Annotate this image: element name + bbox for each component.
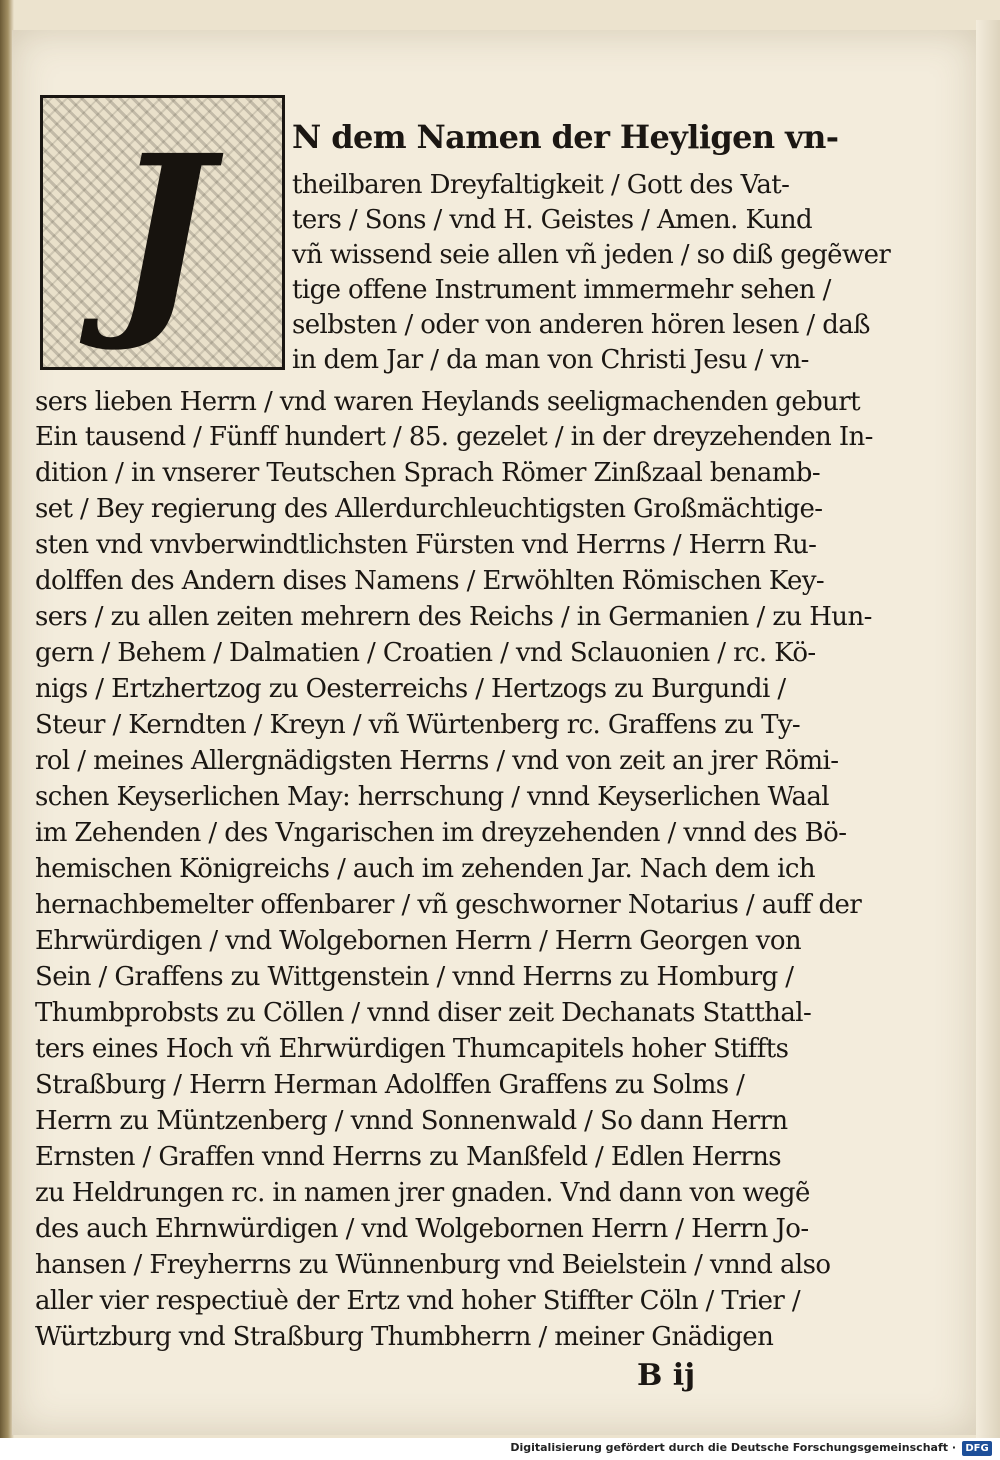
text-line: ters / Sons / vnd H. Geistes / Amen. Kund (292, 205, 813, 235)
text-line: sers / zu allen zeiten mehrern des Reichs / in Germanien / zu Hun- (35, 602, 872, 632)
text-line: Ehrwürdigen / vnd Wolgebornen Herrn / Herrn Georgen von (35, 926, 802, 956)
text-line: Thumbprobsts zu Cöllen / vnnd diser zeit Dechanats Statthal- (35, 998, 812, 1028)
text-line: sers lieben Herrn / vnd waren Heylands seeligmachenden geburt (35, 387, 860, 417)
text-line: hansen / Freyherrns zu Wünnenburg vnd Beielstein / vnnd also (35, 1250, 831, 1280)
text-line: tige offene Instrument immermehr sehen / (292, 275, 831, 305)
text-line: hemischen Königreichs / auch im zehenden Jar. Nach dem ich (35, 854, 815, 884)
text-line: N dem Namen der Heyligen vn- (292, 118, 839, 156)
text-line: nigs / Ertzhertzog zu Oesterreichs / Hertzogs zu Burgundi / (35, 674, 786, 704)
text-line: hernachbemelter offenbarer / vñ geschworner Notarius / auff der (35, 890, 862, 920)
text-line: Sein / Graffens zu Wittgenstein / vnnd Herrns zu Homburg / (35, 962, 794, 992)
text-line: set / Bey regierung des Allerdurchleuchtigsten Großmächtige- (35, 494, 823, 524)
text-line: Steur / Kerndten / Kreyn / vñ Würtenberg rc. Graffens zu Ty- (35, 710, 801, 740)
dfg-logo: DFG (962, 1441, 992, 1456)
decorated-initial (40, 95, 285, 370)
initial-letter: J (112, 108, 213, 356)
text-line: im Zehenden / des Vngarischen im dreyzehenden / vnnd des Bö- (35, 818, 847, 848)
text-line: Herrn zu Müntzenberg / vnnd Sonnenwald / So dann Herrn (35, 1106, 788, 1136)
text-line: Ein tausend / Fünff hundert / 85. gezelet / in der dreyzehenden In- (35, 422, 873, 452)
text-line: des auch Ehrnwürdigen / vnd Wolgebornen Herrn / Herrn Jo- (35, 1214, 809, 1244)
text-line: aller vier respectiuè der Ertz vnd hoher Stiffter Cöln / Trier / (35, 1286, 801, 1316)
text-line: Ernsten / Graffen vnnd Herrns zu Manßfeld / Edlen Herrns (35, 1142, 782, 1172)
text-line: dolffen des Andern dises Namens / Erwöhlten Römischen Key- (35, 566, 825, 596)
text-line: Würtzburg vnd Straßburg Thumbherrn / meiner Gnädigen (35, 1322, 774, 1352)
text-line: ters eines Hoch vñ Ehrwürdigen Thumcapitels hoher Stiffts (35, 1034, 789, 1064)
text-line: theilbaren Dreyfaltigkeit / Gott des Vat- (292, 170, 790, 200)
text-line: vñ wissend seie allen vñ jeden / so diß gegẽwer (292, 240, 891, 270)
text-line: dition / in vnserer Teutschen Sprach Römer Zinßzaal benamb- (35, 458, 821, 488)
text-line: in dem Jar / da man von Christi Jesu / vn- (292, 345, 809, 375)
text-line: sten vnd vnvberwindtlichsten Fürsten vnd Herrns / Herrn Ru- (35, 530, 817, 560)
text-line: gern / Behem / Dalmatien / Croatien / vnd Sclauonien / rc. Kö- (35, 638, 816, 668)
funding-credit: Digitalisierung gefördert durch die Deutsche Forschungsgemeinschaft · (510, 1441, 956, 1454)
text-line: rol / meines Allergnädigsten Herrns / vnd von zeit an jrer Römi- (35, 746, 839, 776)
text-line: Straßburg / Herrn Herman Adolffen Graffens zu Solms / (35, 1070, 745, 1100)
page-edge (976, 20, 1000, 1438)
text-line: selbsten / oder von anderen hören lesen / daß (292, 310, 870, 340)
catchword-signature: B ij (637, 1358, 696, 1393)
text-line: zu Heldrungen rc. in namen jrer gnaden. Vnd dann von wegẽ (35, 1178, 810, 1208)
text-line: schen Keyserlichen May: herrschung / vnnd Keyserlichen Waal (35, 782, 829, 812)
